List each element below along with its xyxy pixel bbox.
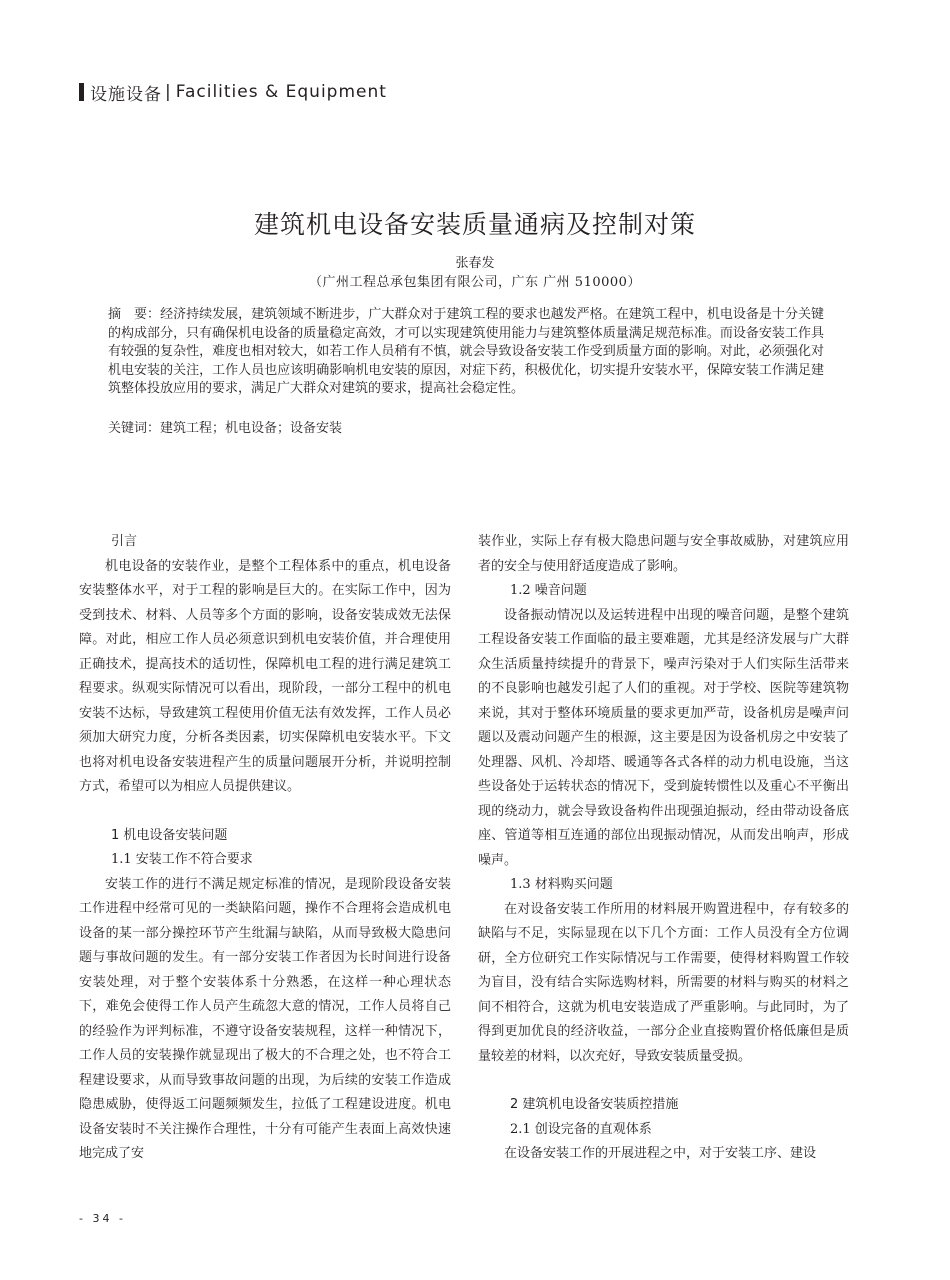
- page-number: - 34 -: [79, 1212, 126, 1225]
- section-1-3-heading: 1.3 材料购买问题: [510, 877, 613, 892]
- section-separator: |: [165, 82, 172, 102]
- article-affiliation: （广州工程总承包集团有限公司，广东 广州 510000）: [309, 275, 641, 290]
- keywords: [108, 420, 824, 439]
- abstract: [108, 306, 824, 399]
- section-label-cn: 设施设备: [90, 84, 162, 105]
- section-1-2-heading: 1.2 噪音问题: [510, 583, 587, 598]
- section-2-1-heading: 2.1 创设完备的直观体系: [510, 1121, 652, 1137]
- continuation-paragraph: 装作业，实际上存有极大隐患问题与安全事故威胁，对建筑应用者的安全与使用舒适度造成了影响。: [478, 534, 849, 574]
- left-column: [79, 530, 451, 1167]
- intro-paragraph: 机电设备的安装作业，是整个工程体系中的重点，机电设备安装整体水平，对于工程的影响是巨大的。在实际工作中，因为受到技术、材料、人员等多个方面的影响，设备安装成效无法保障。对此，相应工作人员必须意识到机电安装价值，并合理使用正确技术，提高技术的适切性，保障机电工程的进行满足建筑工程要求。纵观实际情况可以看出，现阶段，一部分工程中的机电安装不达标，导致建筑工程使用价值无法有效发挥，工作人员必须加大研究力度，分析各类因素，切实保障机电安装水平。下文也将对机电设备安装进程产生的质量问题展开分析，并说明控制方式，希望可以为相应人员提供建议。: [79, 558, 451, 794]
- section-1-2-paragraph: 设备振动情况以及运转进程中出现的噪音问题，是整个建筑工程设备安装工作面临的最主要难题，尤其是经济发展与广大群众生活质量持续提升的背景下，噪声污染对于人们实际生活带来的不良影响也越发引起了人们的重视。对于学校、医院等建筑物来说，其对于整体环境质量的要求更加严苛，设备机房是噪声问题以及震动问题产生的根源，这主要是因为设备机房之中安装了处理器、风机、冷却塔、暖通等各式各样的动力机电设施，当这些设备处于运转状态的情况下，受到旋转惯性以及重心不平衡出现的绕动力，就会导致设备构件出现强迫振动，经由带动设备底座、管道等相互连通的部位出现振动情况，从而发出响声，形成噪声。: [478, 607, 849, 868]
- abstract-label: 摘 要：: [108, 307, 161, 322]
- right-column: [478, 530, 849, 1167]
- article-author: 张春发: [455, 256, 495, 271]
- article-title: 建筑机电设备安装质量通病及控制对策: [253, 210, 696, 239]
- section-1-heading: 1 机电设备安装问题: [111, 827, 228, 843]
- section-1-1-paragraph: 安装工作的进行不满足规定标准的情况，是现阶段设备安装工作进程中经常可见的一类缺陷问题，操作不合理将会造成机电设备的某一部分操控环节产生纰漏与缺陷，从而导致极大隐患问题与事故问题的发生。有一部分安装工作者因为长时间进行设备安装处理，对于整个安装体系十分熟悉，在这样一种心理状态下，难免会使得工作人员产生疏忽大意的情况，工作人员将自己的经验作为评判标准，不遵守设备安装规程，这样一种情况下，工作人员的安装操作就显现出了极大的不合理之处，也不符合工程建设要求，从而导致事故问题的出现，为后续的安装工作造成隐患威胁，使得返工问题频频发生，拉低了工程建设进度。机电设备安装时不关注操作合理性，十分有可能产生表面上高效快速地完成了安: [79, 876, 451, 1161]
- intro-heading: 引言: [111, 534, 138, 549]
- section-1-1-heading: 1.1 安装工作不符合要求: [111, 852, 253, 867]
- keywords-text: 建筑工程；机电设备；设备安装: [160, 421, 343, 436]
- section-2-heading: 2 建筑机电设备安装质控措施: [510, 1097, 679, 1112]
- abstract-text: 经济持续发展，建筑领域不断进步，广大群众对于建筑工程的要求也越发严格。在建筑工程中，机电设备是十分关键的构成部分，只有确保机电设备的质量稳定高效，才可以实现建筑使用能力与建筑整体质量满足规范标准。而设备安装工作具有较强的复杂性，难度也相对较大，如若工作人员稍有不慎，就会导致设备安装工作受到质量方面的影响。对此，必须强化对机电安装的关注，工作人员也应该明确影响机电安装的原因，对症下药，积极优化，切实提升安装水平，保障安装工作满足建筑整体投放应用的要求，满足广大群众对建筑的要求，提高社会稳定性。: [108, 307, 824, 397]
- section-2-1-paragraph: 在设备安装工作的开展进程之中，对于安装工序、建设: [504, 1146, 817, 1161]
- section-label-en: Facilities & Equipment: [175, 82, 387, 102]
- section-header: [79, 81, 387, 103]
- keywords-label: 关键词：: [108, 421, 161, 436]
- header-bar-icon: [79, 83, 84, 101]
- section-1-3-paragraph: 在对设备安装工作所用的材料展开购置进程中，存有较多的缺陷与不足，实际显现在以下几个方面：工作人员没有全方位调研，全方位研究工作实际情况与工作需要，使得材料购置工作较为盲目，没有结合实际选购材料，所需要的材料与购买的材料之间不相符合，这就为机电安装造成了严重影响。与此同时，为了得到更加优良的经济收益，一部分企业直接购置价格低廉但是质量较差的材料，以次充好，导致安装质量受损。: [478, 901, 849, 1064]
